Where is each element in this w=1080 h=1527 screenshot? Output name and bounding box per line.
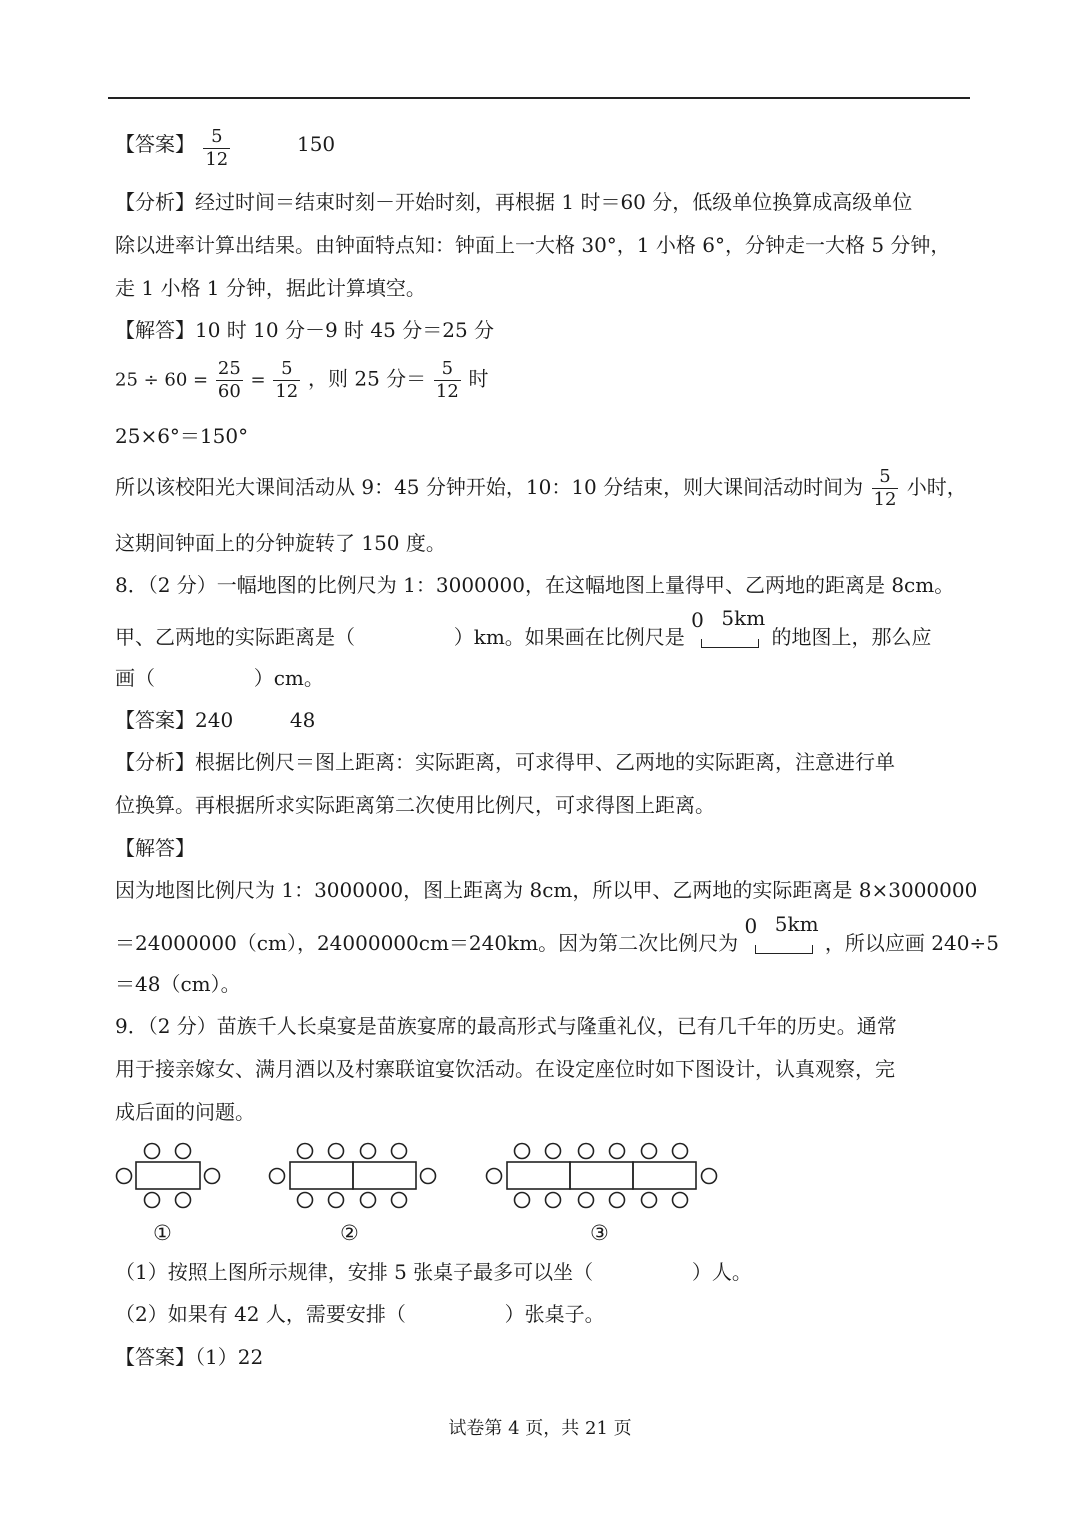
figure-label-1: ① — [153, 1221, 172, 1245]
scale-bar-icon: 0 5km — [691, 620, 765, 650]
q8-analysis-line-2: 位换算。再根据所求实际距离第二次使用比例尺，可求得图上距离。 — [115, 793, 715, 817]
q7-analysis-line-3: 走 1 小格 1 分钟，据此计算填空。 — [115, 276, 426, 300]
q7-solution-line-4: 所以该校阳光大课间活动从 9：45 分钟开始，10：10 分结束，则大课间活动时间为 $\frac{5}{12}$ 小时， — [115, 466, 967, 510]
figure-1-tables — [117, 1144, 220, 1208]
header-rule — [108, 97, 970, 99]
answer-value: 150 — [296, 132, 336, 156]
q7-analysis-line-1: 【分析】经过时间＝结束时刻－开始时刻，再根据 1 时＝60 分，低级单位换算成高级单位 — [115, 190, 913, 214]
q8-analysis-line-1: 【分析】根据比例尺＝图上距离：实际距离，可求得甲、乙两地的实际距离，注意进行单 — [115, 750, 895, 774]
q8-answer-line: 【答案】240 48 — [115, 708, 316, 732]
figure-3-tables — [487, 1144, 717, 1208]
fraction-5-12: $\frac{5}{12}$ — [275, 358, 299, 402]
answer-fraction: $\frac{5}{12}$ — [205, 126, 229, 170]
q8-stem-line-3: 画（ ）cm。 — [115, 666, 324, 690]
figure-label-2: ② — [340, 1221, 359, 1245]
figure-2-tables — [270, 1144, 436, 1208]
answer-tag: 【答案】 — [115, 132, 195, 156]
q9-sub-question-1: （1）按照上图所示规律，安排 5 张桌子最多可以坐（ ）人。 — [115, 1260, 752, 1284]
q7-analysis-line-2: 除以进率计算出结果。由钟面特点知：钟面上一大格 30°，1 小格 6°，分钟走一大格 5 分钟， — [115, 233, 951, 257]
q8-solution-line-2: ＝24000000（cm），24000000cm＝240km。因为第二次比例尺为 0 5km ，所以应画 240÷5 — [115, 912, 999, 955]
page-footer: 试卷第 4 页，共 21 页 — [448, 1418, 632, 1439]
q8-solution-line-3: ＝48（cm）。 — [115, 972, 241, 996]
q8-stem-line-1: 8．（2 分）一幅地图的比例尺为 1：3000000，在这幅地图上量得甲、乙两地的距离是 8cm。 — [115, 573, 955, 597]
q7-solution-line-1: 【解答】10 时 10 分－9 时 45 分＝25 分 — [115, 318, 495, 342]
q9-stem-line-2: 用于接亲嫁女、满月酒以及村寨联谊宴饮活动。在设定座位时如下图设计，认真观察，完 — [115, 1057, 895, 1081]
q7-answer-line — [115, 126, 335, 171]
q9-sub-question-2: （2）如果有 42 人，需要安排（ ）张桌子。 — [115, 1302, 605, 1326]
q7-equation-line: 25 ÷ 60 = $\frac{25}{60}$ = $\frac{5}{12}$ ，则 25 分＝ $\frac{5}{12}$ 时 — [115, 358, 489, 402]
q7-solution-line-5: 这期间钟面上的分钟旋转了 150 度。 — [115, 531, 446, 555]
q8-solution-tag: 【解答】 — [115, 836, 195, 860]
fraction-5-12-c: $\frac{5}{12}$ — [873, 466, 897, 510]
q8-stem-line-2: 甲、乙两地的实际距离是（ ）km。如果画在比例尺是 0 5km 的地图上，那么应 — [115, 606, 932, 649]
q8-solution-line-1: 因为地图比例尺为 1：3000000，图上距离为 8cm，所以甲、乙两地的实际距离是 8×3000000 — [115, 878, 978, 902]
figure-label-3: ③ — [590, 1221, 609, 1245]
fraction-25-60: $\frac{25}{60}$ — [217, 358, 241, 402]
q9-stem-line-3: 成后面的问题。 — [115, 1100, 255, 1124]
q9-stem-line-1: 9．（2 分）苗族千人长桌宴是苗族宴席的最高形式与隆重礼仪，已有几千年的历史。通常 — [115, 1014, 897, 1038]
q9-answer-line: 【答案】（1）22 — [115, 1345, 264, 1369]
fraction-5-12-b: $\frac{5}{12}$ — [435, 358, 459, 402]
q7-solution-line-3: 25×6°＝150° — [115, 424, 249, 448]
scale-bar-icon: 0 5km — [745, 926, 819, 956]
